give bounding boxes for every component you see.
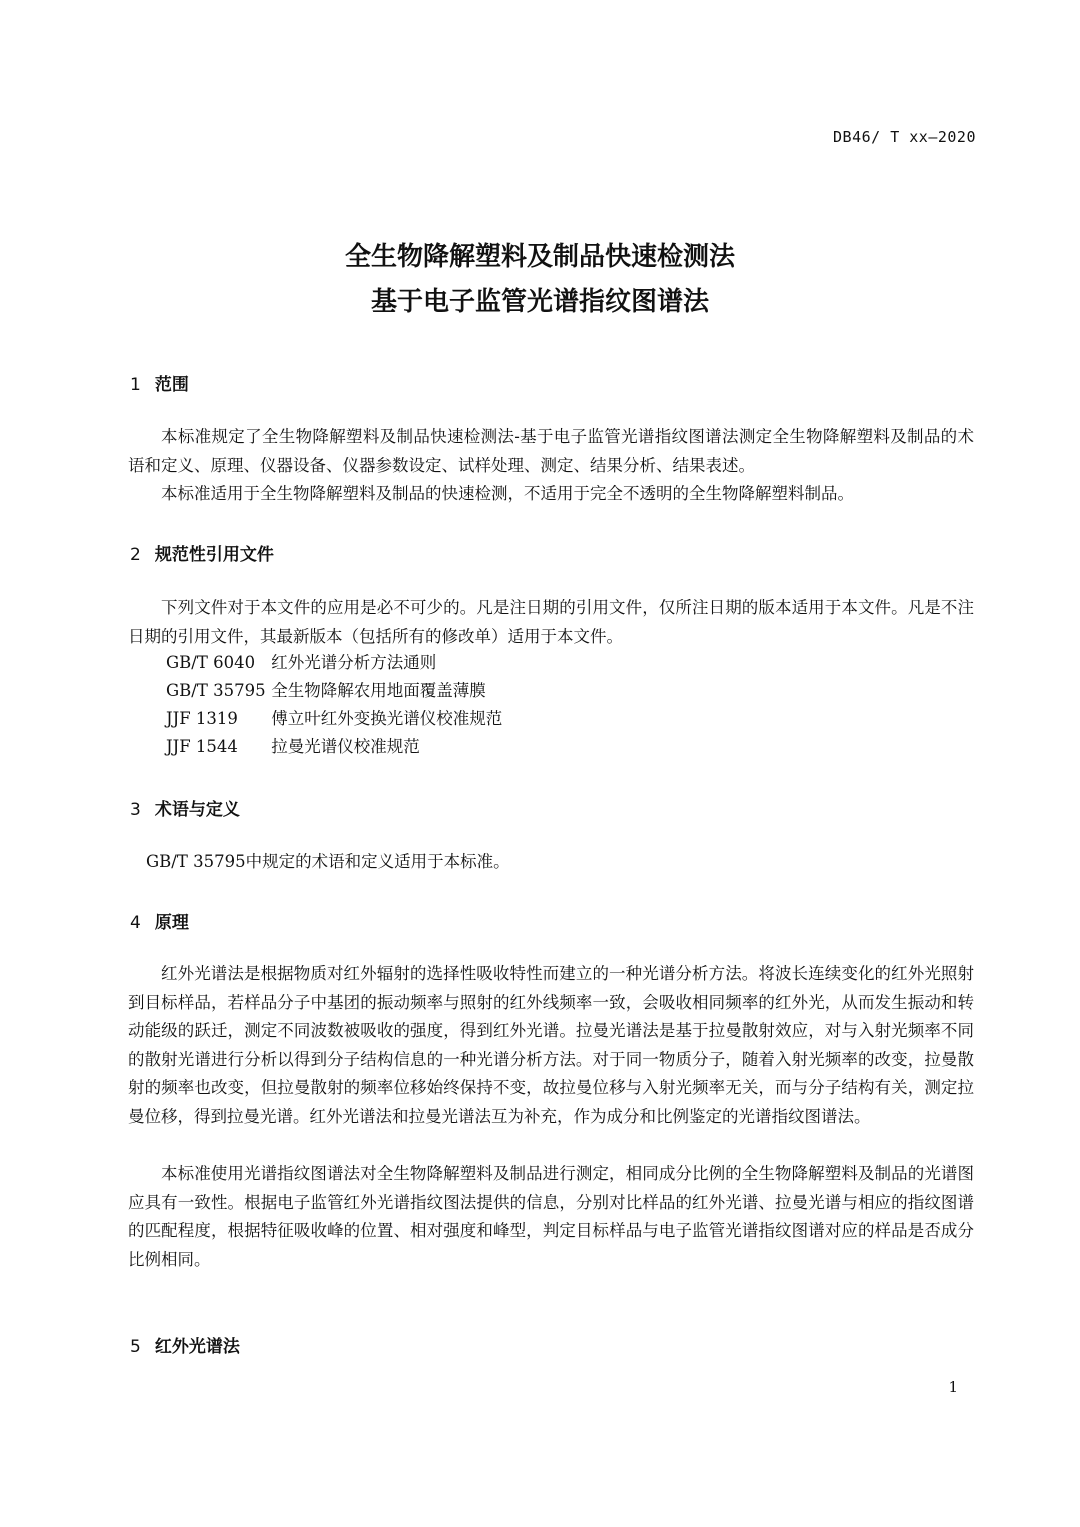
reference-item: [166, 677, 486, 706]
title-line-2: 基于电子监管光谱指纹图谱法: [370, 287, 709, 317]
section-title: 原理: [154, 913, 189, 933]
section-3-heading: [130, 795, 240, 820]
section-title: 术语与定义: [154, 800, 240, 820]
reference-item: [166, 649, 436, 678]
title-line-1: 全生物降解塑料及制品快速检测法: [344, 242, 735, 272]
reference-title: 拉曼光谱仪校准规范: [271, 737, 420, 756]
document-code: DB46/ T xx—2020: [833, 128, 976, 146]
section-2-heading: [130, 540, 274, 565]
section-2-paragraph-1: 下列文件对于本文件的应用是必不可少的。凡是注日期的引用文件，仅所注日期的版本适用于本文件。凡是不注日期的引用文件，其最新版本（包括所有的修改单）适用于本文件。: [128, 598, 974, 646]
section-4-paragraph-1: 红外光谱法是根据物质对红外辐射的选择性吸收特性而建立的一种光谱分析方法。将波长连续变化的红外光照射到目标样品，若样品分子中基团的振动频率与照射的红外线频率一致，会吸收相同频率的红外光，从而发生振动和转动能级的跃迁，测定不同波数被吸收的强度，得到红外光谱。拉曼光谱法是基于拉曼散射效应，对与入射光频率不同的散射光谱进行分析以得到分子结构信息的一种光谱分析方法。对于同一物质分子，随着入射光频率的改变，拉曼散射的频率也改变，但拉曼散射的频率位移始终保持不变，故拉曼位移与入射光频率无关，而与分子结构有关，测定拉曼位移，得到拉曼光谱。红外光谱法和拉曼光谱法互为补充，作为成分和比例鉴定的光谱指纹图谱法。: [128, 964, 974, 1126]
section-5-heading: [130, 1332, 240, 1357]
reference-code: JJF 1319: [166, 709, 238, 728]
reference-code: GB/T 6040: [166, 653, 256, 672]
reference-code: JJF 1544: [166, 737, 238, 756]
reference-item: [166, 705, 502, 734]
section-4-heading: [130, 908, 189, 933]
section-number: 1: [130, 375, 141, 395]
section-4-paragraph-2: 本标准使用光谱指纹图谱法对全生物降解塑料及制品进行测定，相同成分比例的全生物降解塑料及制品的光谱图应具有一致性。根据电子监管红外光谱指纹图法提供的信息，分别对比样品的红外光谱、拉曼光谱与相应的指纹图谱的匹配程度，根据特征吸收峰的位置、相对强度和峰型，判定目标样品与电子监管光谱指纹图谱对应的样品是否成分比例相同。: [128, 1164, 974, 1269]
section-title: 范围: [154, 375, 189, 395]
section-1-heading: [130, 370, 189, 395]
section-title: 红外光谱法: [154, 1337, 240, 1357]
reference-title: 傅立叶红外变换光谱仪校准规范: [271, 709, 503, 728]
section-3-paragraph-1: GB/T 35795中规定的术语和定义适用于本标准。: [146, 852, 510, 871]
section-title: 规范性引用文件: [154, 545, 274, 565]
reference-title: 红外光谱分析方法通则: [271, 653, 437, 672]
reference-title: 全生物降解农用地面覆盖薄膜: [271, 681, 486, 700]
section-1-paragraph-1: 本标准规定了全生物降解塑料及制品快速检测法-基于电子监管光谱指纹图谱法测定全生物降解塑料及制品的术语和定义、原理、仪器设备、仪器参数设定、试样处理、测定、结果分析、结果表述。: [128, 427, 974, 475]
section-number: 5: [130, 1337, 141, 1357]
reference-item: [166, 733, 420, 762]
reference-code: GB/T 35795: [166, 681, 266, 700]
section-number: 4: [130, 913, 141, 933]
page-number: 1: [948, 1378, 958, 1396]
section-1-paragraph-2: 本标准适用于全生物降解塑料及制品的快速检测，不适用于完全不透明的全生物降解塑料制品。: [161, 484, 854, 503]
section-number: 2: [130, 545, 141, 565]
section-number: 3: [130, 800, 141, 820]
